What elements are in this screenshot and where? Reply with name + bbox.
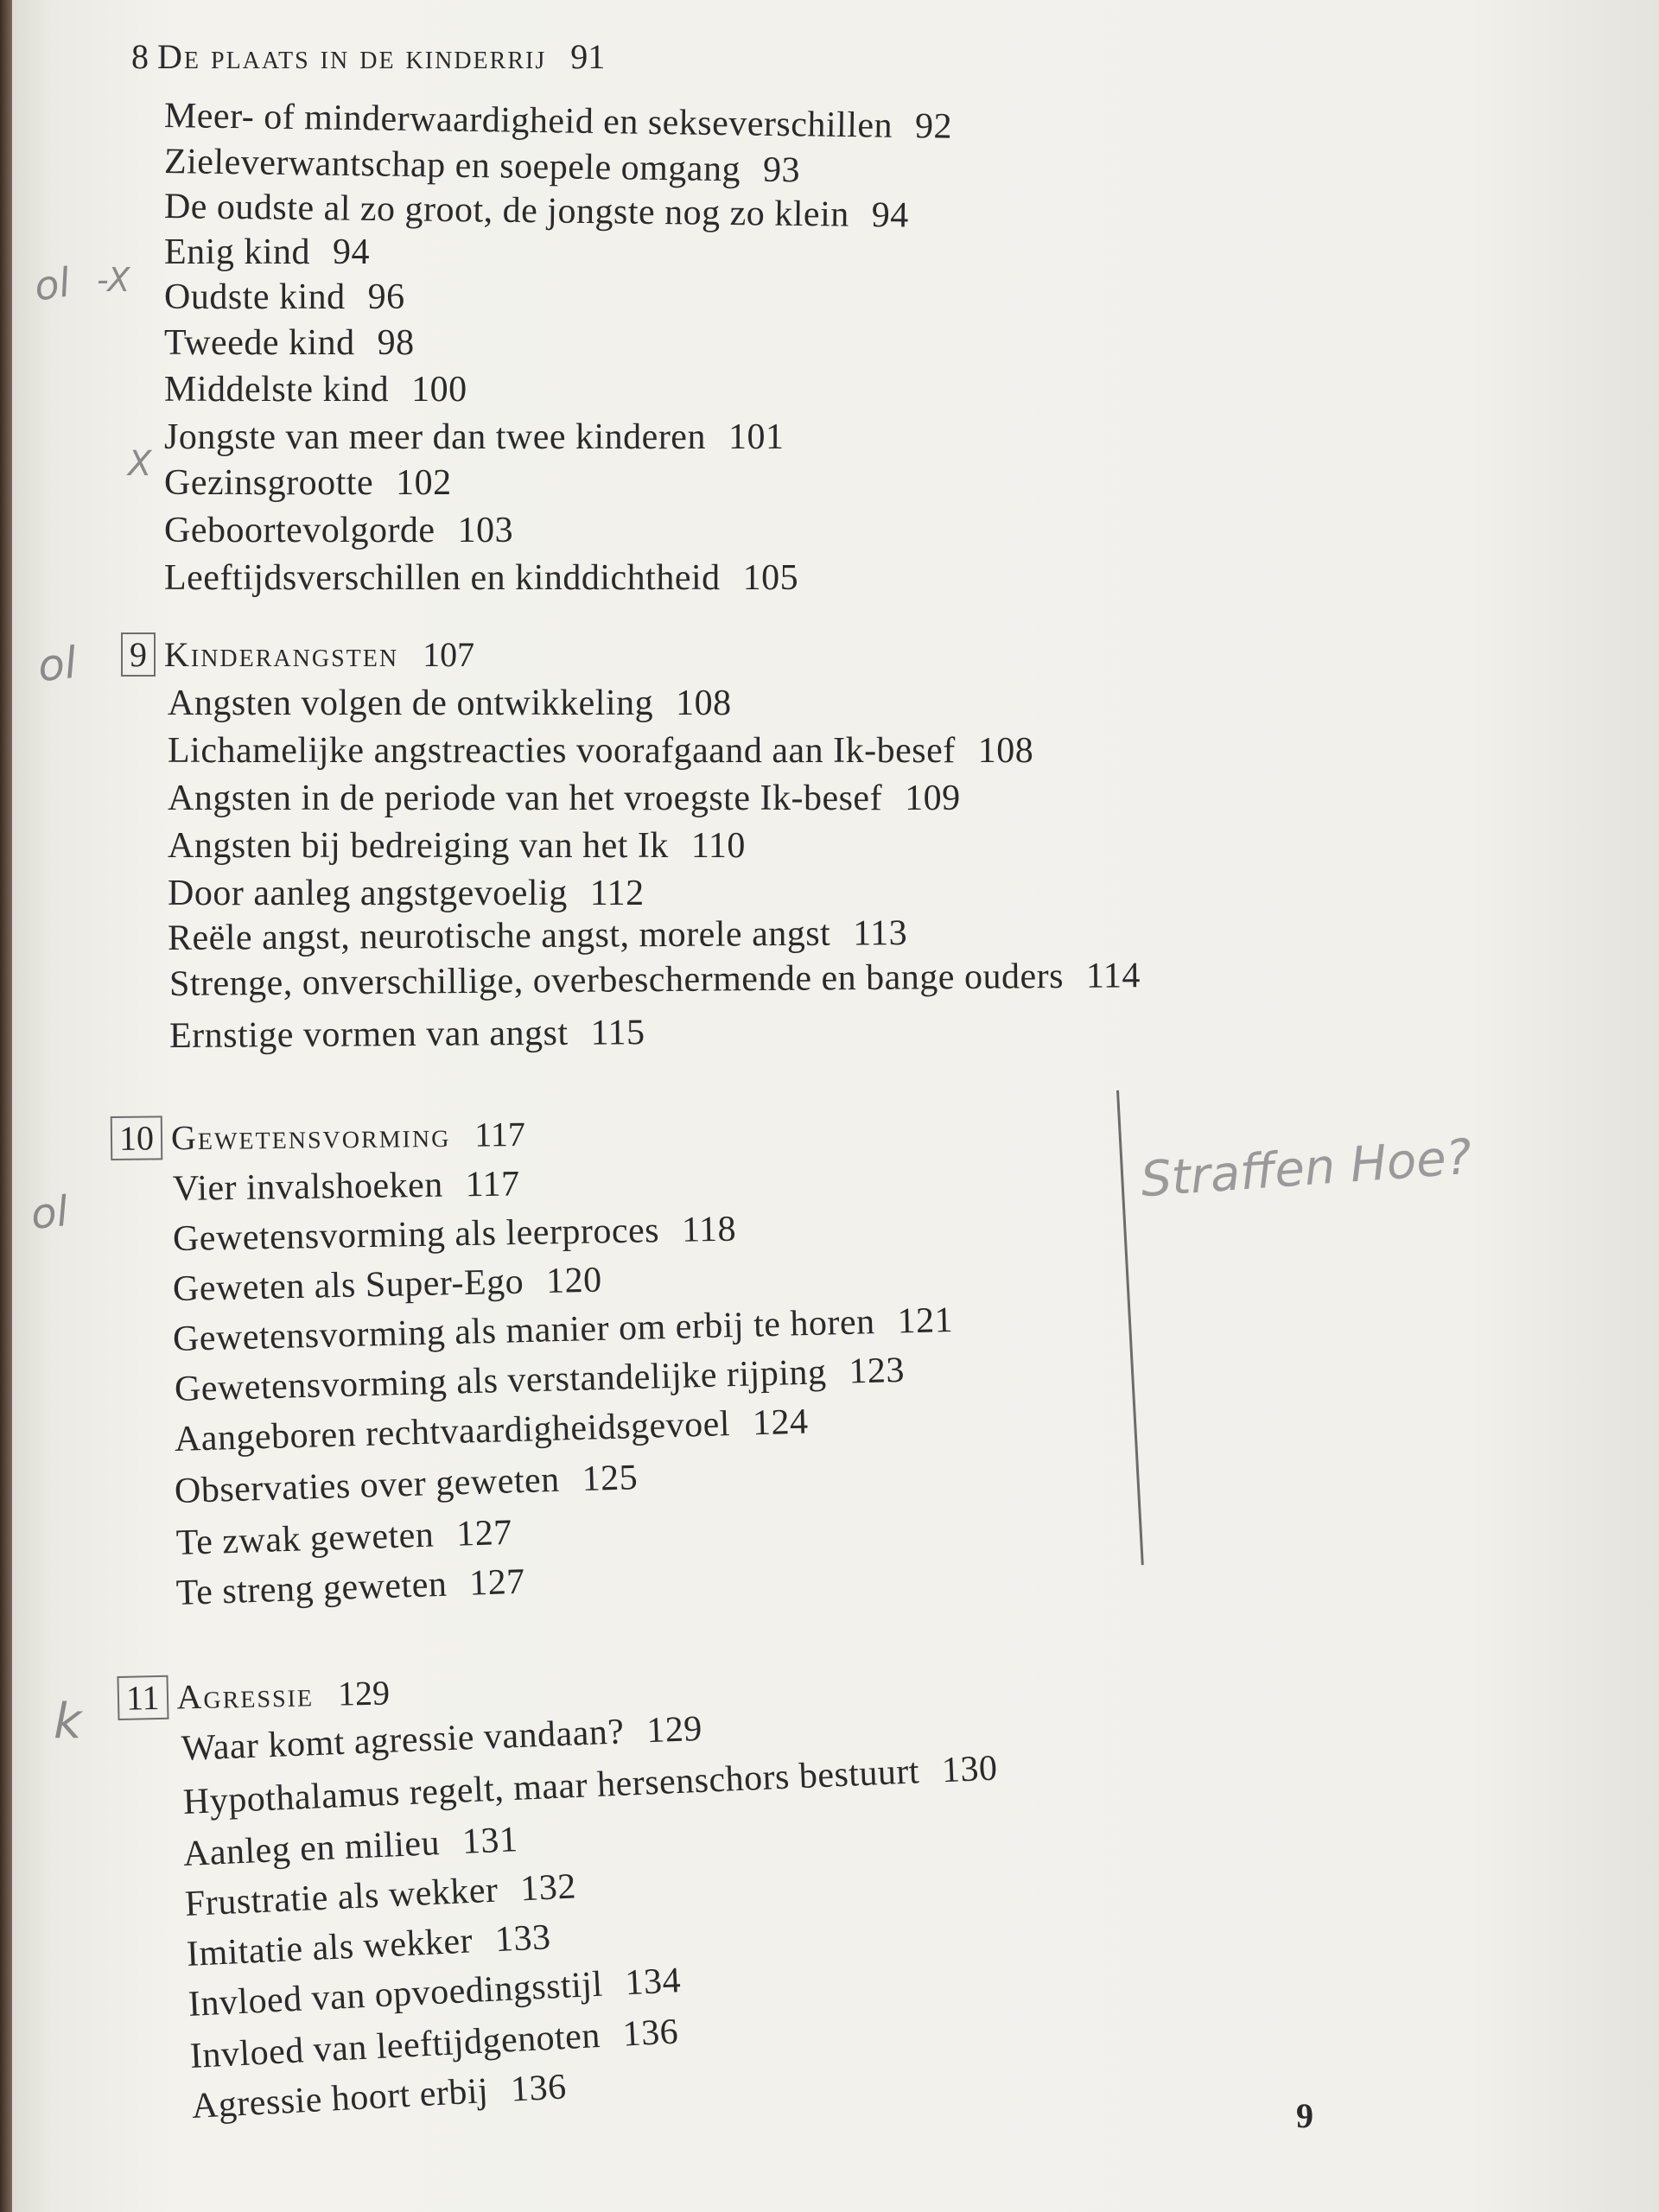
toc-entry (168, 730, 1033, 772)
entry-page: 136 (621, 2012, 680, 2055)
entry-page: 127 (455, 1512, 513, 1554)
entry-text: Vier invalshoeken (172, 1165, 444, 1209)
entry-text: Waar komt agressie vandaan? (181, 1712, 626, 1769)
toc-entry (168, 825, 746, 867)
chapter-heading-8 (131, 36, 605, 77)
entry-text: Te streng geweten (175, 1564, 448, 1613)
entry-page: 131 (461, 1820, 519, 1862)
toc-entry (164, 557, 798, 599)
entry-page: 108 (676, 683, 732, 723)
entry-page: 134 (624, 1961, 683, 2004)
toc-entry (168, 683, 732, 724)
toc-entry (164, 416, 784, 458)
toc-entry (168, 778, 961, 819)
entry-page: 118 (681, 1209, 737, 1250)
page-number: 9 (1296, 2096, 1313, 2135)
toc-entry (174, 1457, 639, 1512)
entry-text: Gewetensvorming als verstandelijke rijping (174, 1352, 827, 1409)
entry-page: 101 (728, 417, 785, 457)
book-spine (0, 0, 12, 2212)
toc-entry (168, 873, 645, 914)
entry-page: 96 (367, 277, 405, 317)
chapter-page: 107 (423, 635, 475, 674)
entry-text: Observaties over geweten (174, 1459, 561, 1511)
entry-text: Oudste kind (164, 277, 346, 317)
entry-text: Gewetensvorming als manier om erbij te horen (172, 1302, 876, 1359)
handwritten-check-mark: -X (97, 261, 130, 299)
entry-page: 112 (589, 874, 645, 913)
chapter-title: Kinderangsten (164, 635, 399, 674)
toc-entry (173, 1209, 737, 1260)
chapter-page: 117 (474, 1114, 526, 1154)
entry-page: 117 (465, 1164, 520, 1205)
entry-text: Gewetensvorming als leerproces (172, 1211, 660, 1259)
entry-page: 125 (581, 1458, 639, 1499)
entry-text: Angsten volgen de ontwikkeling (168, 683, 654, 723)
chapter-number: 9 (121, 632, 156, 677)
toc-entry (168, 912, 908, 959)
entry-text: Imitatie als wekker (185, 1921, 474, 1974)
entry-page: 98 (377, 323, 415, 363)
chapter-title: Gewetensvorming (170, 1115, 451, 1158)
entry-page: 108 (977, 731, 1034, 771)
entry-text: Aangeboren rechtvaardigheidsgevoel (174, 1404, 731, 1459)
toc-entry (169, 955, 1141, 1005)
entry-page: 115 (590, 1013, 645, 1053)
entry-text: Meer- of minderwaardigheid en sekseverschillen (163, 96, 893, 146)
entry-text: Geweten als Super-Ego (172, 1262, 524, 1309)
entry-page: 110 (690, 826, 746, 866)
chapter-heading-9 (121, 632, 474, 677)
entry-text: Invloed van opvoedingsstijl (187, 1964, 604, 2024)
entry-page: 94 (333, 232, 370, 272)
toc-entry (164, 276, 405, 318)
handwritten-ol-note: ol (29, 1186, 71, 1240)
toc-entry (175, 1561, 525, 1614)
entry-text: Aanleg en milieu (181, 1823, 441, 1874)
entry-page: 136 (509, 2067, 568, 2110)
toc-entry (164, 462, 452, 504)
entry-page: 129 (645, 1708, 703, 1751)
chapter-number: 10 (111, 1116, 163, 1160)
toc-entry (175, 1512, 512, 1564)
toc-entry (191, 2066, 568, 2127)
entry-text: Middelste kind (164, 370, 390, 410)
chapter-heading-11 (117, 1670, 390, 1720)
entry-text: Tweede kind (164, 323, 355, 363)
entry-page: 114 (1085, 956, 1141, 996)
toc-entry (164, 369, 467, 410)
toc-entry (164, 95, 953, 148)
entry-text: Te zwak geweten (175, 1515, 435, 1563)
chapter-number: 11 (117, 1675, 168, 1720)
entry-text: Gezinsgrootte (164, 463, 374, 503)
toc-entry (164, 186, 909, 237)
entry-page: 93 (762, 149, 801, 191)
entry-page: 133 (493, 1917, 552, 1961)
chapter-heading-10 (111, 1112, 525, 1160)
entry-page: 132 (519, 1866, 577, 1910)
toc-entry (172, 1260, 602, 1310)
entry-text: Ernstige vormen van angst (168, 1013, 569, 1056)
handwritten-ol-note: ol (35, 637, 79, 692)
entry-text: Angsten bij bedreiging van het Ik (168, 826, 669, 866)
toc-entry (184, 1866, 577, 1925)
entry-page: 102 (396, 463, 452, 503)
chapter-title: Agressie (176, 1675, 315, 1717)
toc-entry (164, 141, 801, 191)
toc-entry (164, 510, 513, 551)
entry-page: 113 (853, 913, 908, 954)
entry-text: Angsten in de periode van het vroegste Ik-besef (168, 779, 883, 818)
entry-text: Lichamelijke angstreacties voorafgaand aan Ik-besef (168, 731, 956, 771)
entry-text: Agressie hoort erbij (190, 2071, 490, 2126)
entry-text: Geboortevolgorde (164, 511, 435, 550)
entry-page: 94 (871, 195, 910, 236)
entry-text: Zieleverwantschap en soepele omgang (163, 142, 741, 190)
toc-entry (186, 1916, 552, 1975)
entry-page: 92 (914, 106, 953, 147)
entry-page: 103 (457, 511, 514, 550)
entry-text: Enig kind (164, 232, 310, 272)
handwritten-margin-note: Straffen Hoe? (1139, 1128, 1474, 1209)
entry-text: Door aanleg angstgevoelig (168, 874, 568, 913)
entry-page: 105 (742, 558, 799, 598)
entry-page: 100 (411, 370, 467, 410)
toc-entry (173, 1163, 520, 1210)
entry-text: Jongste van meer dan twee kinderen (164, 417, 706, 457)
toc-entry (164, 322, 415, 364)
entry-page: 109 (905, 779, 961, 818)
toc-entry (169, 1012, 645, 1057)
entry-page: 123 (848, 1350, 906, 1392)
entry-text: Hypothalamus regelt, maar hersenschors bestuurt (182, 1751, 920, 1822)
entry-text: Invloed van leeftijdgenoten (188, 2015, 601, 2076)
handwritten-ol-note: ol (31, 258, 73, 310)
entry-page: 124 (752, 1402, 810, 1444)
toc-entry (174, 1402, 809, 1460)
entry-text: Strenge, onverschillige, overbeschermende en bange ouders (168, 956, 1065, 1004)
entry-page: 121 (896, 1300, 954, 1342)
entry-page: 127 (468, 1561, 526, 1604)
entry-page: 120 (545, 1260, 603, 1301)
entry-text: Frustratie als wekker (183, 1870, 499, 1924)
entry-text: De oudste al zo groot, de jongste nog zo klein (163, 187, 850, 235)
toc-entry (164, 232, 370, 273)
entry-page: 130 (941, 1748, 999, 1791)
chapter-page: 129 (337, 1673, 391, 1713)
entry-text: Leeftijdsverschillen en kinddichtheid (164, 558, 721, 598)
chapter-page: 91 (570, 37, 606, 76)
entry-text: Reële angst, neurotische angst, morele angst (167, 913, 831, 958)
handwritten-check-mark: X (128, 444, 152, 484)
chapter-number: 8 (131, 37, 149, 76)
chapter-title: De plaats in de kinderrij (157, 37, 547, 76)
toc-entry (182, 1819, 518, 1875)
handwritten-k-note: k (54, 1694, 82, 1750)
